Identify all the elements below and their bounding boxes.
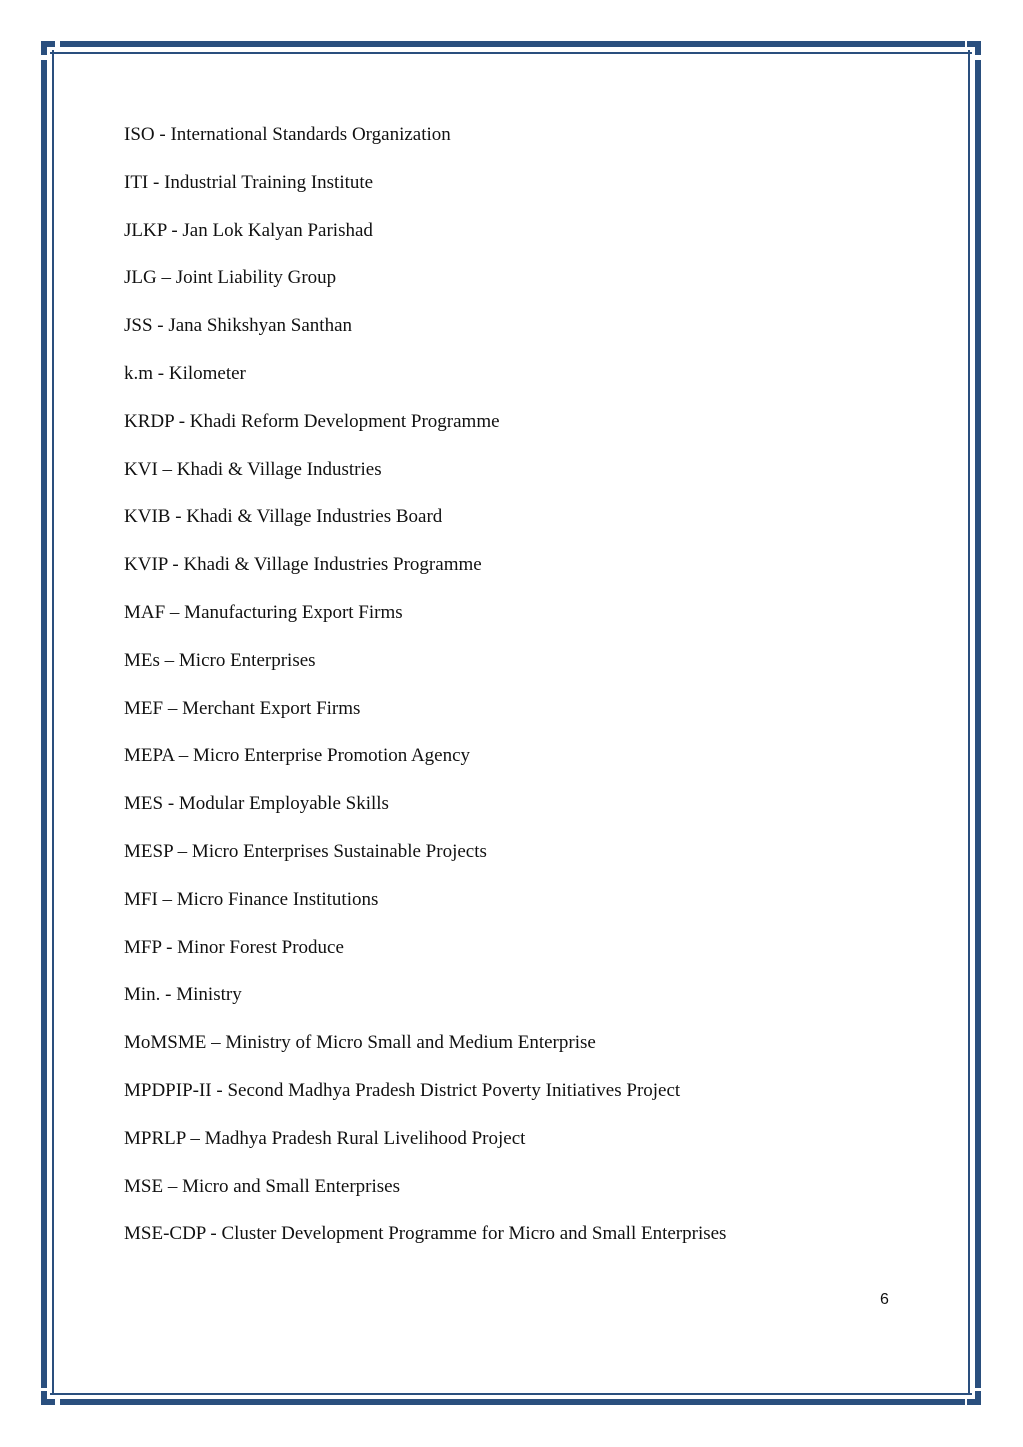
abbreviation-entry: KVIP - Khadi & Village Industries Programme: [124, 554, 482, 576]
page-border-right: [975, 60, 981, 1388]
abbreviation-entry: MEF – Merchant Export Firms: [124, 697, 361, 719]
abbreviation-entry: MSE – Micro and Small Enterprises: [124, 1175, 400, 1197]
page-border-inner-bottom: [50, 1393, 972, 1395]
abbreviation-entry: MPRLP – Madhya Pradesh Rural Livelihood Project: [124, 1127, 526, 1149]
page-border-inner-right: [968, 50, 970, 1395]
page-border-bottom: [60, 1399, 965, 1405]
abbreviation-entry: ITI - Industrial Training Institute: [124, 171, 374, 193]
abbreviation-entry: KVI – Khadi & Village Industries: [124, 458, 382, 480]
abbreviation-entry: MoMSME – Ministry of Micro Small and Medium Enterprise: [124, 1032, 596, 1054]
abbreviation-entry: JLG – Joint Liability Group: [124, 267, 337, 289]
abbreviation-entry: Min. - Ministry: [124, 984, 242, 1006]
abbreviation-entry: k.m - Kilometer: [124, 362, 246, 384]
abbreviation-entry: MFP - Minor Forest Produce: [124, 936, 344, 958]
page-border-corner-top-left: [41, 41, 55, 55]
abbreviation-list: [124, 122, 924, 1269]
abbreviation-entry: KRDP - Khadi Reform Development Programme: [124, 410, 500, 432]
page-border-left: [41, 60, 47, 1388]
abbreviation-entry: MPDPIP-II - Second Madhya Pradesh District Poverty Initiatives Project: [124, 1079, 681, 1101]
abbreviation-entry: ISO - International Standards Organization: [124, 124, 451, 145]
abbreviation-entry: MEPA – Micro Enterprise Promotion Agency: [124, 745, 471, 767]
page-border-corner-top-right: [967, 41, 981, 55]
page-number: 6: [880, 1291, 889, 1308]
page-border-inner-left: [52, 50, 54, 1395]
abbreviation-entry: MFI – Micro Finance Institutions: [124, 888, 379, 910]
abbreviation-entry: MSE-CDP - Cluster Development Programme for Micro and Small Enterprises: [124, 1223, 727, 1245]
abbreviation-entry: JSS - Jana Shikshyan Santhan: [124, 315, 352, 337]
page-border-top: [60, 41, 965, 47]
abbreviation-entry: MESP – Micro Enterprises Sustainable Projects: [124, 840, 487, 862]
abbreviation-entry: KVIB - Khadi & Village Industries Board: [124, 506, 443, 528]
page-border-inner-top: [50, 52, 972, 54]
abbreviation-entry: JLKP - Jan Lok Kalyan Parishad: [124, 219, 373, 241]
page-border-corner-bottom-right: [967, 1391, 981, 1405]
abbreviation-entry: MEs – Micro Enterprises: [124, 649, 316, 671]
abbreviation-entry: MAF – Manufacturing Export Firms: [124, 601, 403, 623]
page-border-corner-bottom-left: [41, 1391, 55, 1405]
abbreviation-entry: MES - Modular Employable Skills: [124, 793, 389, 815]
